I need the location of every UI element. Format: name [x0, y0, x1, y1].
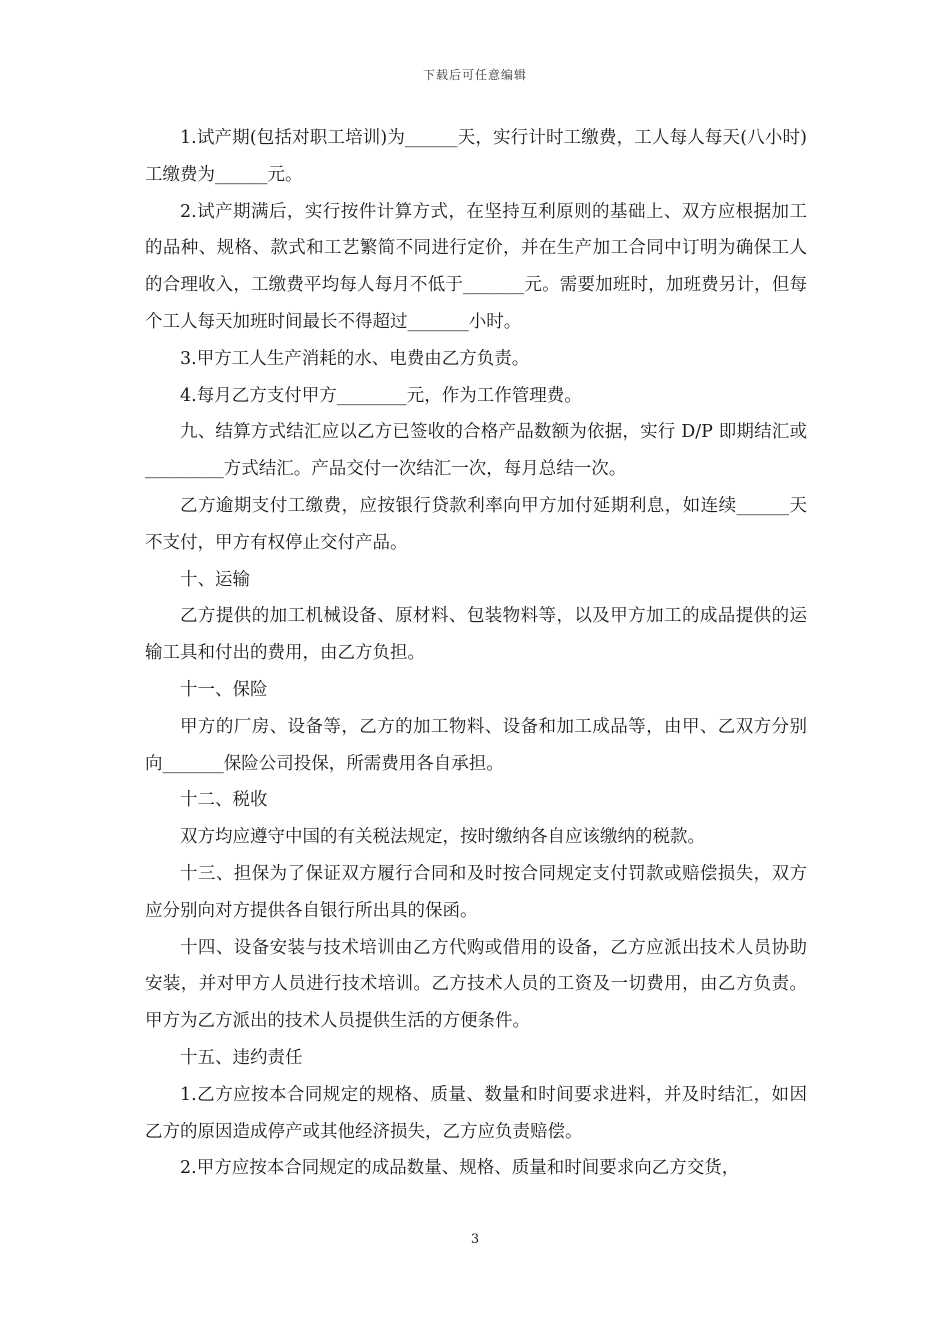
paragraph-settlement: 九、结算方式结汇应以乙方已签收的合格产品数额为依据，实行 D/P 即期结汇或_________方式结汇。产品交付一次结汇一次，每月总结一次。	[145, 422, 807, 480]
paragraph-piece-rate: 2.试产期满后，实行按件计算方式，在坚持互利原则的基础上、双方应根据加工的品种、规格、款式和工艺繁简不同进行定价，并在生产加工合同中订明为确保工人的合理收入，工缴费平均每人每月不低于_______元。需要加班时，加班费另计，但每个工人每天加班时间最长不得超过_______小时。	[145, 201, 807, 332]
paragraph-management-fee: 4.每月乙方支付甲方________元，作为工作管理费。	[180, 385, 582, 406]
paragraph-trial-period-pay: 1.试产期(包括对职工培训)为______天，实行计时工缴费，工人每人每天(八小时)工缴费为______元。	[145, 128, 807, 185]
paragraph-insurance: 甲方的厂房、设备等，乙方的加工物料、设备和加工成品等，由甲、乙双方分别向_______保险公司投保，所需费用各自承担。	[145, 716, 807, 774]
page-header: 下载后可任意编辑	[422, 68, 527, 82]
paragraph-guarantee: 十三、担保为了保证双方履行合同和及时按合同规定支付罚款或赔偿损失，双方应分别向对方提供各自银行所出具的保函。	[145, 863, 807, 921]
paragraph-late-payment: 乙方逾期支付工缴费，应按银行贷款利率向甲方加付延期利息，如连续______天不支付，甲方有权停止交付产品。	[145, 495, 807, 553]
paragraph-utilities: 3.甲方工人生产消耗的水、电费由乙方负责。	[180, 348, 530, 369]
heading-liability: 十五、违约责任	[180, 1047, 303, 1068]
paragraph-liability-party-b: 1.乙方应按本合同规定的规格、质量、数量和时间要求进料，并及时结汇，如因乙方的原因造成停产或其他经济损失，乙方应负责赔偿。	[145, 1084, 807, 1142]
paragraph-transport: 乙方提供的加工机械设备、原材料、包装物料等，以及甲方加工的成品提供的运输工具和付出的费用，由乙方负担。	[145, 606, 807, 664]
page-number: 3	[470, 1232, 480, 1247]
paragraph-installation-training: 十四、设备安装与技术培训由乙方代购或借用的设备，乙方应派出技术人员协助安装，并对甲方人员进行技术培训。乙方技术人员的工资及一切费用，由乙方负责。甲方为乙方派出的技术人员提供生活的方便条件。	[145, 937, 807, 1032]
heading-transport: 十、运输	[180, 569, 250, 590]
heading-tax: 十二、税收	[180, 790, 268, 811]
paragraph-tax: 双方均应遵守中国的有关税法规定，按时缴纳各自应该缴纳的税款。	[180, 827, 705, 848]
paragraph-liability-party-a: 2.甲方应按本合同规定的成品数量、规格、质量和时间要求向乙方交货，	[180, 1158, 740, 1179]
heading-insurance: 十一、保险	[180, 679, 268, 700]
document-body	[145, 120, 807, 1187]
